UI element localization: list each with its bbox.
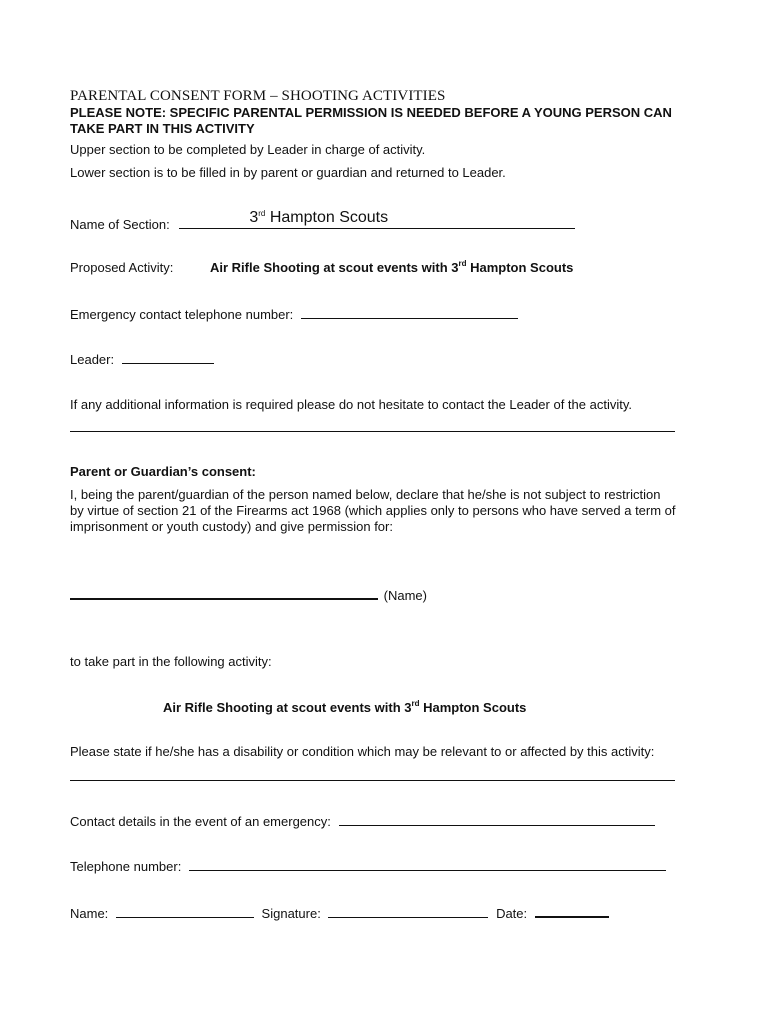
name-label: Name: — [70, 906, 109, 921]
separator-line — [70, 431, 675, 432]
leader-label: Leader: — [70, 352, 115, 367]
signature-label: Signature: — [261, 906, 321, 921]
section-name-field[interactable] — [179, 209, 575, 229]
lower-instruction: Lower section is to be filled in by parent or guardian and returned to Leader. — [70, 165, 506, 180]
contact-label: Contact details in the event of an emergency: — [70, 814, 331, 829]
name-suffix: (Name) — [383, 588, 427, 603]
activity-pre: Air Rifle Shooting at scout events with 3 — [210, 260, 459, 275]
leader-field[interactable] — [122, 351, 214, 364]
activity-sup: rd — [458, 259, 467, 268]
declaration-line-1: I, being the parent/guardian of the person named below, declare that he/she is not subject to restriction — [70, 487, 661, 502]
take-part-text: to take part in the following activity: — [70, 654, 272, 669]
contact-field[interactable] — [339, 813, 655, 826]
emergency-row — [70, 306, 518, 323]
emergency-label: Emergency contact telephone number: — [70, 307, 294, 322]
disability-question: Please state if he/she has a disability or condition which may be relevant to or affected by this activity: — [70, 744, 655, 759]
telephone-row — [70, 858, 666, 875]
declaration-line-2: by virtue of section 21 of the Firearms act 1968 (which applies only to persons who have served a term of — [70, 503, 676, 518]
consent-activity-pre: Air Rifle Shooting at scout events with 3 — [163, 700, 412, 715]
participant-name-row — [70, 586, 427, 604]
note-line-1: PLEASE NOTE: SPECIFIC PARENTAL PERMISSION IS NEEDED BEFORE A YOUNG PERSON CAN — [70, 105, 672, 120]
upper-instruction: Upper section to be completed by Leader in charge of activity. — [70, 142, 426, 157]
section-value-sup: rd — [258, 209, 266, 218]
form-title: PARENTAL CONSENT FORM – SHOOTING ACTIVITIES — [70, 88, 446, 104]
consent-heading: Parent or Guardian’s consent: — [70, 464, 256, 479]
participant-name-field[interactable] — [70, 586, 378, 600]
note-line-2: TAKE PART IN THIS ACTIVITY — [70, 121, 255, 136]
additional-info: If any additional information is required please do not hesitate to contact the Leader of the activity. — [70, 397, 632, 412]
telephone-label: Telephone number: — [70, 859, 182, 874]
disability-field[interactable] — [70, 780, 675, 781]
emergency-phone-field[interactable] — [301, 306, 518, 319]
section-name-label: Name of Section: — [70, 217, 170, 232]
activity-post: Hampton Scouts — [466, 260, 574, 275]
name-field[interactable] — [116, 905, 254, 918]
section-name-row — [70, 209, 575, 233]
signature-field[interactable] — [328, 905, 488, 918]
telephone-field[interactable] — [189, 858, 666, 871]
date-label: Date: — [496, 906, 528, 921]
leader-row — [70, 351, 214, 368]
proposed-activity-value — [210, 260, 573, 276]
consent-activity-sup: rd — [411, 699, 420, 708]
consent-activity-post: Hampton Scouts — [419, 700, 527, 715]
proposed-activity-label: Proposed Activity: — [70, 260, 174, 275]
consent-activity — [163, 700, 526, 716]
contact-row — [70, 813, 655, 830]
section-value-num: 3 — [249, 209, 259, 226]
signature-row — [70, 904, 609, 922]
section-value-rest: Hampton Scouts — [265, 209, 389, 226]
date-field[interactable] — [535, 904, 609, 918]
section-name-value — [249, 210, 388, 226]
declaration-line-3: imprisonment or youth custody) and give permission for: — [70, 519, 393, 534]
